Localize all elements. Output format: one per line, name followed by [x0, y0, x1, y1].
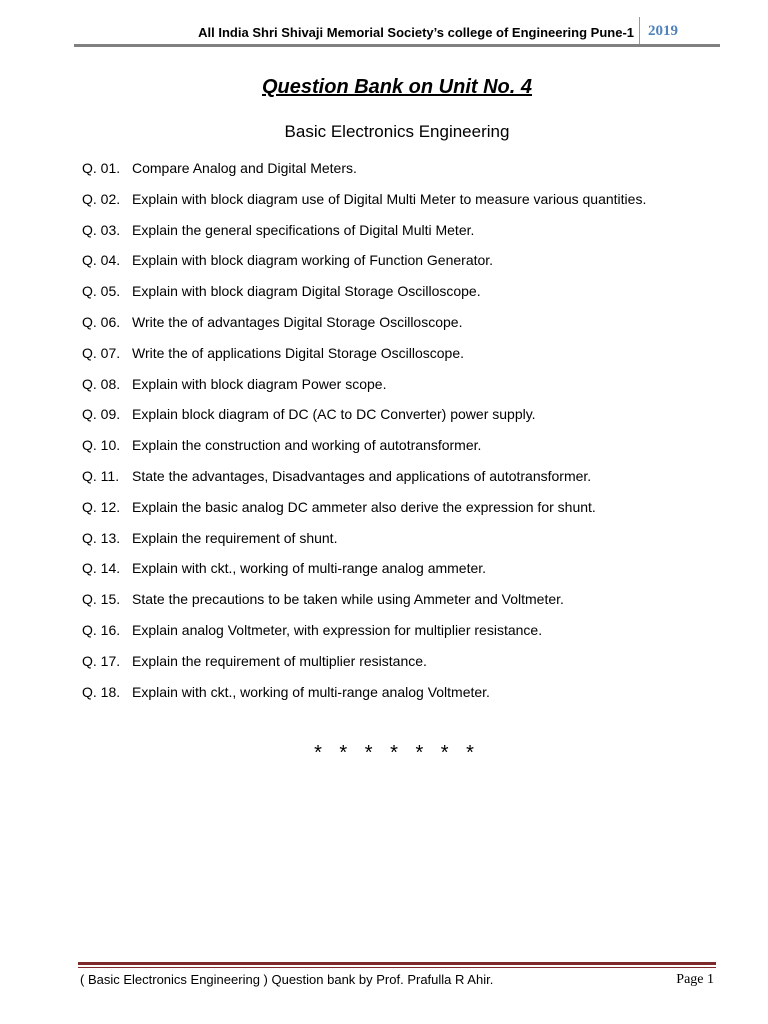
question-list	[82, 160, 742, 714]
question-item	[82, 468, 742, 499]
question-text: Explain the requirement of shunt.	[132, 529, 338, 546]
page-header	[74, 17, 720, 47]
question-number: Q. 14.	[82, 560, 121, 577]
footer-rule-thin	[78, 967, 716, 968]
question-number: Q. 10.	[82, 437, 121, 454]
question-text: Compare Analog and Digital Meters.	[132, 160, 357, 176]
question-text: State the advantages, Disadvantages and applications of autotransformer.	[132, 467, 592, 484]
question-item	[82, 283, 742, 314]
question-text: Write the of applications Digital Storage Oscilloscope.	[132, 344, 465, 361]
question-text: Explain the general specifications of Digital Multi Meter.	[132, 221, 475, 238]
question-item	[82, 314, 742, 345]
question-text: Explain with block diagram Digital Storage Oscilloscope.	[132, 283, 481, 300]
question-item	[82, 653, 742, 684]
question-item	[82, 499, 742, 530]
page-subtitle: Basic Electronics Engineering	[284, 122, 510, 141]
question-number: Q. 03.	[82, 221, 121, 238]
question-text: Explain with block diagram working of Function Generator.	[132, 252, 494, 269]
footer-text: ( Basic Electronics Engineering ) Question bank by Prof. Prafulla R Ahir.	[80, 972, 494, 987]
question-item	[82, 684, 742, 715]
end-stars: * * * * * * *	[314, 742, 480, 764]
question-number: Q. 12.	[82, 498, 121, 515]
question-item	[82, 191, 742, 222]
question-item	[82, 406, 742, 437]
question-text: State the precautions to be taken while using Ammeter and Voltmeter.	[132, 591, 564, 608]
question-number: Q. 04.	[82, 252, 121, 269]
question-number: Q. 06.	[82, 313, 121, 330]
page-title: Question Bank on Unit No. 4	[261, 76, 532, 98]
question-item	[82, 222, 742, 253]
question-text: Explain analog Voltmeter, with expression for multiplier resistance.	[132, 621, 543, 638]
question-number: Q. 05.	[82, 283, 121, 300]
question-text: Explain block diagram of DC (AC to DC Converter) power supply.	[132, 406, 536, 423]
header-year: 2019	[648, 23, 678, 39]
header-separator	[639, 17, 640, 45]
question-item	[82, 622, 742, 653]
question-text: Explain with ckt., working of multi-range analog Voltmeter.	[132, 683, 490, 700]
footer-rule	[78, 962, 716, 965]
header-institution: All India Shri Shivaji Memorial Society’s college of Engineering Pune-1	[198, 25, 634, 40]
question-item	[82, 560, 742, 591]
question-number: Q. 16.	[82, 621, 121, 638]
header-rule	[74, 44, 720, 47]
question-text: Explain the construction and working of autotransformer.	[132, 437, 482, 454]
question-item	[82, 437, 742, 468]
question-item	[82, 252, 742, 283]
question-text: Explain the requirement of multiplier resistance.	[132, 652, 427, 669]
question-number: Q. 09.	[82, 406, 121, 423]
question-number: Q. 11.	[82, 467, 120, 484]
question-item	[82, 591, 742, 622]
question-item	[82, 345, 742, 376]
question-number: Q. 15.	[82, 591, 121, 608]
question-number: Q. 02.	[82, 190, 121, 207]
question-text: Explain the basic analog DC ammeter also derive the expression for shunt.	[132, 498, 596, 515]
question-number: Q. 18.	[82, 683, 121, 700]
question-number: Q. 17.	[82, 652, 121, 669]
question-number: Q. 07.	[82, 344, 121, 361]
question-item	[82, 376, 742, 407]
question-number: Q. 01.	[82, 160, 121, 176]
question-number: Q. 13.	[82, 529, 121, 546]
question-text: Explain with ckt., working of multi-range analog ammeter.	[132, 560, 487, 577]
question-item	[82, 160, 742, 191]
question-text: Write the of advantages Digital Storage Oscilloscope.	[132, 313, 463, 330]
question-text: Explain with block diagram Power scope.	[132, 375, 387, 392]
question-number: Q. 08.	[82, 375, 121, 392]
question-text: Explain with block diagram use of Digital Multi Meter to measure various quantities.	[132, 190, 647, 207]
question-item	[82, 530, 742, 561]
page-number: Page 1	[676, 972, 714, 987]
